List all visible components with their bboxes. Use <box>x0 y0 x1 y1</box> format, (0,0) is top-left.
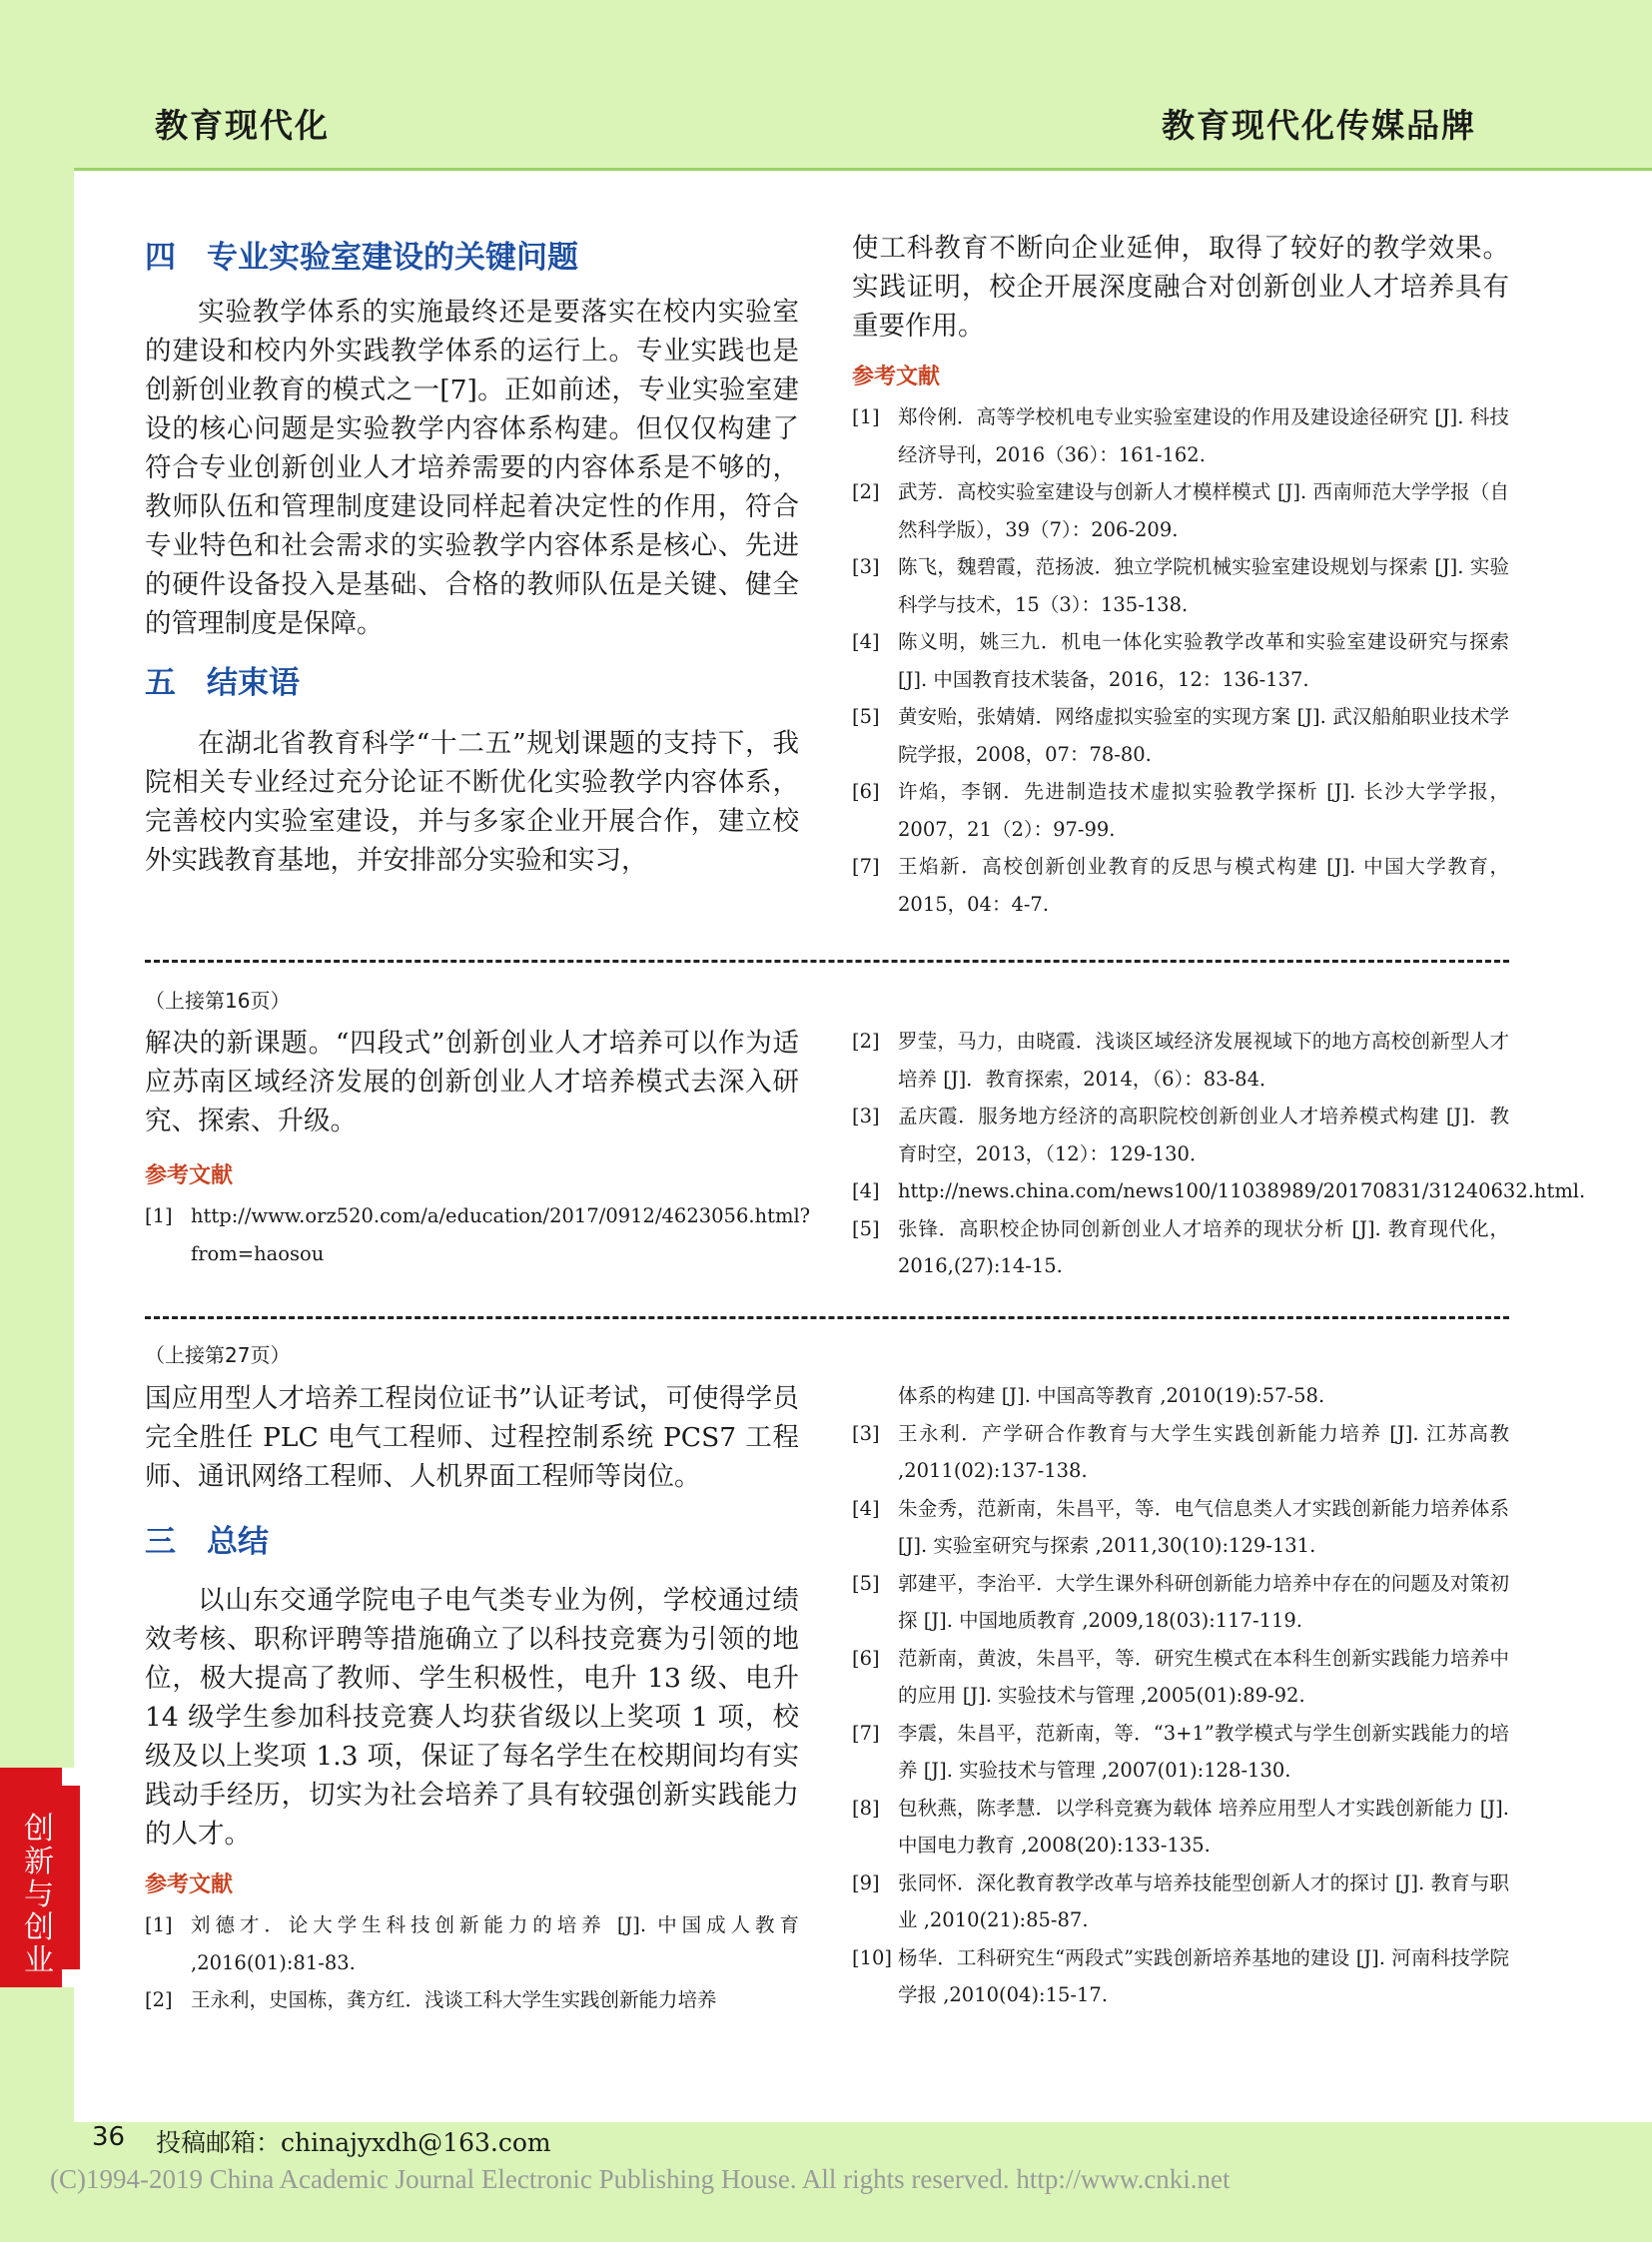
reference-text: 朱金秀，范新南，朱昌平，等．电气信息类人才实践创新能力培养体系 [J]. 实验室研究与探索 ,2011,30(10):129-131. <box>898 1496 1509 1557</box>
reference-item <box>852 1939 1509 2014</box>
section-number: 五 <box>145 665 176 701</box>
reference-item <box>852 773 1509 848</box>
reference-item <box>852 1415 1509 1490</box>
article2-right-column <box>852 1023 1586 1285</box>
reference-item <box>852 698 1509 773</box>
reference-list <box>852 398 1509 923</box>
reference-text: 杨华．工科研究生“两段式”实践创新培养基地的建设 [J]. 河南科技学院学报 ,2010(04):15-17. <box>898 1945 1509 2006</box>
reference-text: 黄安贻，张婧婧．网络虚拟实验室的实现方案 [J]. 武汉船舶职业技术学院学报，2008，07：78-80. <box>898 705 1509 766</box>
body-paragraph: 国应用型人才培养工程岗位证书”认证考试，可使得学员完全胜任 PLC 电气工程师、过程控制系统 PCS7 工程师、通讯网络工程师、人机界面工程师等岗位。 <box>145 1383 799 1492</box>
reference-number: [6] <box>852 780 880 803</box>
reference-item <box>852 848 1509 923</box>
section-title: 专业实验室建设的关键问题 <box>207 240 578 276</box>
reference-text: http://news.china.com/news100/11038989/20170831/31240632.html. <box>898 1179 1586 1202</box>
reference-number: [1] <box>852 405 880 428</box>
reference-item <box>852 1715 1509 1790</box>
reference-text: 武芳．高校实验室建设与创新人才模样模式 [J]. 西南师范大学学报（自然科学版），39（7）：206-209. <box>898 480 1509 541</box>
reference-text: 王永利，史国栋，龚方红．浅谈工科大学生实践创新能力培养 <box>191 1988 717 2011</box>
reference-text: 孟庆霞．服务地方经济的高职院校创新创业人才培养模式构建 [J]．教育时空，2013，（12）：129-130． <box>898 1105 1509 1165</box>
reference-number: [1] <box>145 1913 173 1936</box>
reference-text: 郑伶俐．高等学校机电专业实验室建设的作用及建设途径研究 [J]. 科技经济导刊，2016（36）：161-162. <box>898 405 1509 466</box>
reference-text: 王焰新．高校创新创业教育的反思与模式构建 [J]. 中国大学教育，2015，04：4-7. <box>898 855 1509 916</box>
reference-number: [9] <box>852 1870 880 1894</box>
reference-number: [1] <box>145 1204 173 1227</box>
reference-number: [6] <box>852 1646 880 1670</box>
reference-number: [5] <box>852 1571 880 1595</box>
reference-text: 王永利．产学研合作教育与大学生实践创新能力培养 [J]. 江苏高教 ,2011(02):137-138. <box>898 1421 1509 1482</box>
reference-item <box>852 1023 1509 1098</box>
reference-number: [10] <box>852 1945 893 1969</box>
body-paragraph: 在湖北省教育科学“十二五”规划课题的支持下，我院相关专业经过充分论证不断优化实验教学内容体系，完善校内实验室建设，并与多家企业开展合作，建立校外实践教育基地，并安排部分实验和实习， <box>145 728 799 876</box>
reference-number: [4] <box>852 1496 880 1520</box>
copyright-notice: (C)1994-2019 China Academic Journal Electronic Publishing House. All rights reserved. http://www.cnki.net <box>50 2164 1231 2194</box>
reference-item <box>852 1490 1509 1565</box>
section-heading <box>145 1516 799 1561</box>
section-number: 三 <box>145 1524 176 1560</box>
reference-number: [2] <box>145 1988 173 2011</box>
reference-text: 范新南，黄波，朱昌平，等．研究生模式在本科生创新实践能力培养中的应用 [J]. 实验技术与管理 ,2005(01):89-92. <box>898 1646 1509 1707</box>
article-divider <box>145 1316 1509 1319</box>
article3-right-column <box>852 1377 1509 2014</box>
reference-number: [7] <box>852 1721 880 1745</box>
reference-text: 张同怀．深化教育教学改革与培养技能型创新人才的探讨 [J]. 教育与职业 ,2010(21):85-87. <box>898 1870 1509 1931</box>
reference-text: 包秋燕，陈孝慧．以学科竞赛为载体 培养应用型人才实践创新能力 [J]. 中国电力教育 ,2008(20):133-135. <box>898 1796 1509 1857</box>
continued-note: （上接第27页） <box>145 1343 291 1367</box>
reference-item <box>145 1906 799 1981</box>
reference-number: [5] <box>852 705 880 728</box>
reference-item <box>852 623 1509 698</box>
reference-number: [2] <box>852 1030 880 1053</box>
submission-email: 投稿邮箱：chinajyxdh@163.com <box>156 2128 551 2157</box>
reference-text: 张锋．高职校企协同创新创业人才培养的现状分析 [J]. 教育现代化，2016,(27):14-15. <box>898 1216 1509 1277</box>
reference-item <box>852 1790 1509 1865</box>
reference-number: [3] <box>852 1105 880 1127</box>
reference-number: [5] <box>852 1216 880 1240</box>
reference-item <box>145 1197 811 1272</box>
body-paragraph: 以山东交通学院电子电气类专业为例，学校通过绩效考核、职称评聘等措施确立了以科技竞赛为引领的地位，极大提高了教师、学生积极性，电升 13 级、电升 14 级学生参加科技竞赛人均获省级以上奖项 1 项，校级及以上奖项 1.3 项，保证了每名学生在校期间均有实践动手经历，切实为社会培养了具有较强创新实践能力的人才。 <box>145 1585 799 1850</box>
body-paragraph: 解决的新课题。“四段式”创新创业人才培养可以作为适应苏南区域经济发展的创新创业人才培养模式去深入研究、探索、升级。 <box>145 1028 799 1136</box>
journal-header <box>0 0 1652 162</box>
section-side-tab <box>0 1768 80 1987</box>
reference-continued: 体系的构建 [J]. 中国高等教育 ,2010(19):57-58. <box>898 1384 1325 1407</box>
article-divider <box>145 960 1509 963</box>
reference-item <box>852 1565 1509 1640</box>
body-paragraph: 使工科教育不断向企业延伸，取得了较好的教学效果。实践证明，校企开展深度融合对创新创业人才培养具有重要作用。 <box>852 233 1509 342</box>
journal-slogan: 教育现代化传媒品牌 <box>1162 106 1476 145</box>
article3-left-column <box>145 1379 799 2019</box>
reference-item <box>145 1981 799 2019</box>
reference-item <box>852 398 1509 473</box>
reference-list <box>852 1415 1509 2014</box>
reference-text: 许焰，李钢．先进制造技术虚拟实验教学探析 [J]. 长沙大学学报，2007，21（2）：97-99. <box>898 780 1509 841</box>
body-paragraph: 实验教学体系的实施最终还是要落实在校内实验室的建设和校内外实践教学体系的运行上。专业实践也是创新创业教育的模式之一[7]。正如前述，专业实验室建设的核心问题是实验教学内容体系构建。但仅仅构建了符合专业创新创业人才培养需要的内容体系是不够的，教师队伍和管理制度建设同样起着决定性的作用，符合专业特色和社会需求的实验教学内容体系是核心、先进的硬件设备投入是基础、合格的教师队伍是关键、健全的管理制度是保障。 <box>145 297 799 639</box>
reference-list <box>145 1906 799 2019</box>
reference-text: 陈义明，姚三九．机电一体化实验教学改革和实验室建设研究与探索 [J]. 中国教育技术装备，2016，12：136-137. <box>898 630 1509 691</box>
section-title: 总结 <box>207 1524 269 1560</box>
side-tab-label: 创新与创业 <box>24 1812 54 1978</box>
reference-list <box>145 1197 811 1272</box>
references-heading: 参考文献 <box>852 365 941 389</box>
reference-item <box>852 1210 1509 1285</box>
journal-title: 教育现代化 <box>155 106 330 145</box>
page-number: 36 <box>92 2122 126 2152</box>
side-tab-notch <box>62 1969 80 1987</box>
continued-note: （上接第16页） <box>145 989 291 1013</box>
article1-right-column <box>852 229 1509 923</box>
reference-number: [4] <box>852 1179 880 1202</box>
reference-number: [3] <box>852 555 880 578</box>
reference-text: 陈飞，魏碧霞，范扬波．独立学院机械实验室建设规划与探索 [J]. 实验科学与技术，15（3）：135-138. <box>898 555 1509 616</box>
section-heading <box>145 232 799 277</box>
reference-item <box>852 1640 1509 1715</box>
reference-item <box>852 473 1509 548</box>
reference-number: [8] <box>852 1796 880 1820</box>
section-title: 结束语 <box>207 665 300 701</box>
section-number: 四 <box>145 240 176 276</box>
references-heading: 参考文献 <box>145 1163 234 1188</box>
side-tab-notch <box>62 1768 80 1786</box>
reference-item <box>852 548 1509 623</box>
reference-number: [3] <box>852 1421 880 1445</box>
section-heading <box>145 657 799 702</box>
article1-left-column <box>145 232 799 880</box>
reference-number: [4] <box>852 630 880 653</box>
reference-text: 罗莹，马力，由晓霞．浅谈区域经济发展视域下的地方高校创新型人才培养 [J]．教育探索，2014，（6）：83-84． <box>898 1030 1509 1091</box>
reference-number: [7] <box>852 855 880 878</box>
reference-item <box>852 1865 1509 1939</box>
reference-text: 郭建平，李治平．大学生课外科研创新能力培养中存在的问题及对策初探 [J]. 中国地质教育 ,2009,18(03):117-119. <box>898 1571 1509 1632</box>
reference-text: http://www.orz520.com/a/education/2017/0912/4623056.html?from=haosou <box>191 1204 811 1265</box>
references-heading: 参考文献 <box>145 1872 234 1897</box>
article2-left-column <box>145 1024 811 1272</box>
reference-text: 刘德才．论大学生科技创新能力的培养 [J]. 中国成人教育 ,2016(01):81-83. <box>191 1913 799 1974</box>
reference-text: 李震，朱昌平，范新南，等．“3+1”教学模式与学生创新实践能力的培养 [J]. 实验技术与管理 ,2007(01):128-130. <box>898 1721 1509 1782</box>
reference-number: [2] <box>852 480 880 503</box>
reference-list <box>852 1023 1586 1285</box>
reference-item <box>852 1098 1509 1172</box>
reference-item <box>852 1172 1586 1210</box>
